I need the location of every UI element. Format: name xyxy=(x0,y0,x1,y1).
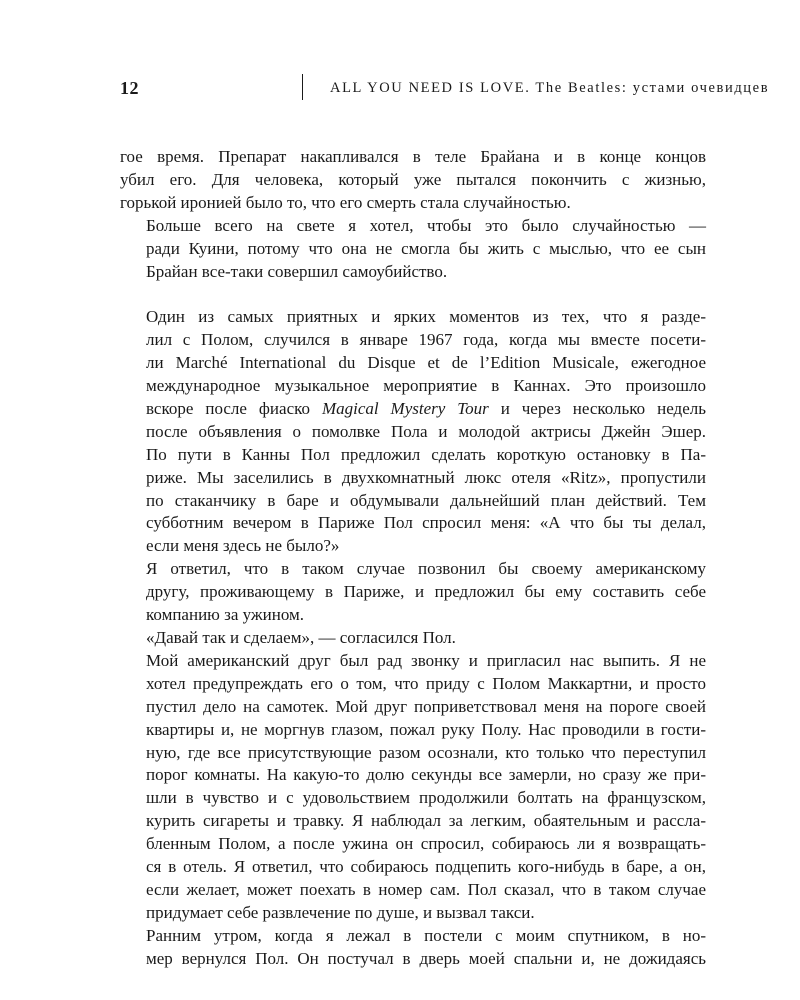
text-line: компанию за ужином. xyxy=(146,605,305,625)
text-line: если меня здесь не было?» xyxy=(146,536,340,556)
text-line: Брайан все-таки совершил самоубийство. xyxy=(146,261,448,281)
paragraph xyxy=(120,925,706,971)
text-line: «Давай так и сделаем», — согласился Пол. xyxy=(146,628,456,648)
text-line: ся в отель. Я ответил, что собираюсь подцепить кого-нибудь в баре, а он, xyxy=(146,857,706,877)
header-divider xyxy=(302,74,303,100)
paragraph xyxy=(120,650,706,925)
text-line: придумает себе развлечение по душе, и вызвал такси. xyxy=(146,902,535,922)
body-text xyxy=(120,146,706,971)
text-line: бленным Полом, а после ужина он спросил, собираюсь ли я возвращать- xyxy=(146,834,706,854)
text-line: шли в чувство и с удовольствием продолжили болтать на французском, xyxy=(146,788,706,808)
paragraph xyxy=(120,215,706,284)
text-line: Я ответил, что в таком случае позвонил бы своему американскому xyxy=(146,559,706,579)
text-line: риже. Мы заселились в двухкомнатный люкс отеля «Ritz», пропустили xyxy=(146,467,706,487)
text-line: гое время. Препарат накапливался в теле Брайана и в конце концов xyxy=(120,147,706,166)
text-line: Мой американский друг был рад звонку и пригласил нас выпить. Я не xyxy=(146,650,706,670)
paragraph xyxy=(120,146,706,215)
text-line: вскоре после фиаско Magical Mystery Tour и через несколько недель xyxy=(146,398,706,418)
text-line: международное музыкальное мероприятие в Каннах. Это произошло xyxy=(146,376,706,396)
text-line: пустил дело на самотек. Мой друг поприветствовал меня на пороге своей xyxy=(146,696,706,716)
text-line: ную, где все присутствующие разом осознали, кто только что переступил xyxy=(146,742,706,762)
text-line: курить сигареты и травку. Я наблюдал за легким, обаятельным и рассла- xyxy=(146,811,706,831)
text-line: ли Marché International du Disque et de l’Edition Musicale, ежегодное xyxy=(146,353,706,373)
text-line: хотел предупреждать его о том, что приду с Полом Маккартни, и просто xyxy=(146,673,706,693)
paragraph xyxy=(120,558,706,627)
text-line: квартиры и, не моргнув глазом, пожал руку Полу. Нас проводили в гости- xyxy=(146,719,706,739)
text-line: Ранним утром, когда я лежал в постели с моим спутником, в но- xyxy=(146,925,706,945)
text-line: лил с Полом, случился в январе 1967 года, когда мы вместе посети- xyxy=(146,330,706,350)
text-line: По пути в Канны Пол предложил сделать короткую остановку в Па- xyxy=(146,444,706,464)
running-head xyxy=(120,76,770,106)
text-line: Больше всего на свете я хотел, чтобы это было случайностью — xyxy=(146,215,706,235)
text-line: субботним вечером в Париже Пол спросил меня: «А что бы ты делал, xyxy=(146,513,706,533)
running-title: ALL YOU NEED IS LOVE. The Beatles: устами очевидцев xyxy=(330,80,770,96)
text-line: горькой иронией было то, что его смерть стала случайностью. xyxy=(120,192,571,212)
paragraph xyxy=(120,627,706,650)
text-line: другу, проживающему в Париже, и предложил бы ему составить себе xyxy=(146,582,706,602)
text-line: ради Куини, потому что она не смогла бы жить с мыслью, что ее сын xyxy=(146,238,706,258)
text-line: после объявления о помолвке Пола и молодой актрисы Джейн Эшер. xyxy=(146,421,706,441)
text-line: убил его. Для человека, который уже пытался покончить с жизнью, xyxy=(120,169,706,189)
text-line: по стаканчику в баре и обдумывали дальнейший план действий. Тем xyxy=(146,490,706,510)
page-number: 12 xyxy=(120,78,139,98)
text-line: Один из самых приятных и ярких моментов из тех, что я разде- xyxy=(146,307,706,327)
text-line: порог комнаты. На какую-то долю секунды все замерли, но сразу же при- xyxy=(146,765,706,785)
paragraph xyxy=(120,306,706,558)
text-line: мер вернулся Пол. Он постучал в дверь моей спальни и, не дожидаясь xyxy=(146,948,706,968)
text-line: если желает, может поехать в номер сам. Пол сказал, что в таком случае xyxy=(146,879,706,899)
